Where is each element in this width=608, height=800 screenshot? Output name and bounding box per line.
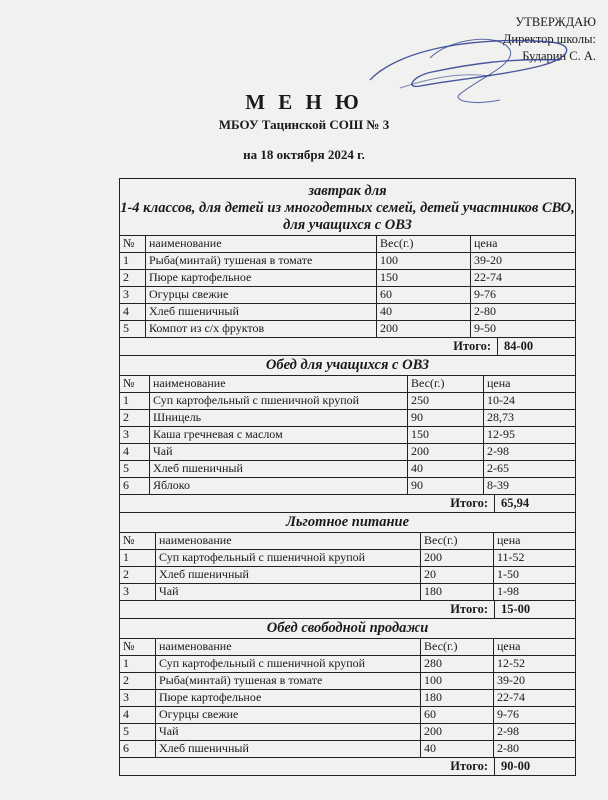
col-name-cell: Рыба(минтай) тушеная в томате (146, 253, 377, 269)
col-number-header: № (120, 533, 156, 549)
section-title: завтрак для 1-4 классов, для детей из многодетных семей, детей участников СВО, для учащихся с ОВЗ (120, 179, 575, 236)
col-name-cell: Хлеб пшеничный (150, 461, 408, 477)
col-price-cell: 1-50 (497, 567, 519, 581)
col-name-header: наименование (156, 639, 421, 655)
col-number-cell: 4 (120, 304, 146, 320)
col-price-cell: 22-74 (474, 270, 502, 284)
menu-date: на 18 октября 2024 г. (243, 147, 365, 162)
col-price-cell: 9-76 (497, 707, 519, 721)
col-name-cell: Каша гречневая с маслом (150, 427, 408, 443)
col-name-header: наименование (146, 236, 377, 252)
col-weight-header: Вес(г.) (408, 376, 484, 392)
table-row (120, 410, 575, 427)
col-name-header: наименование (156, 533, 421, 549)
total-value: 15-00 (494, 601, 575, 618)
table-row (120, 427, 575, 444)
col-price-cell: 8-39 (487, 478, 509, 492)
col-number-cell: 3 (120, 584, 156, 600)
table-row (120, 656, 575, 673)
table-row (120, 673, 575, 690)
col-price-cell: 2-65 (487, 461, 509, 475)
col-price-header: цена (487, 376, 511, 390)
col-number-cell: 1 (120, 393, 150, 409)
col-number-cell: 3 (120, 690, 156, 706)
table-row (120, 741, 575, 758)
col-weight-cell: 60 (421, 707, 494, 723)
total-label: Итого: (450, 602, 488, 616)
col-name-cell: Суп картофельный с пшеничной крупой (156, 550, 421, 566)
col-price-cell: 9-50 (474, 321, 496, 335)
col-number-cell: 5 (120, 461, 150, 477)
col-name-cell: Пюре картофельное (146, 270, 377, 286)
col-price-cell: 28,73 (487, 410, 514, 424)
col-price-header: цена (497, 533, 521, 547)
total-row (120, 338, 575, 356)
total-row (120, 601, 575, 619)
col-name-cell: Хлеб пшеничный (156, 741, 421, 757)
col-name-cell: Хлеб пшеничный (156, 567, 421, 583)
col-name-cell: Шницель (150, 410, 408, 426)
col-weight-cell: 280 (421, 656, 494, 672)
col-number-cell: 2 (120, 270, 146, 286)
col-weight-header: Вес(г.) (377, 236, 471, 252)
col-weight-cell: 180 (421, 584, 494, 600)
section-title: Льготное питание (120, 513, 575, 533)
total-value: 84-00 (497, 338, 575, 355)
section-title: Обед для учащихся с ОВЗ (120, 356, 575, 376)
col-name-cell: Суп картофельный с пшеничной крупой (150, 393, 408, 409)
col-name-cell: Чай (156, 584, 421, 600)
col-number-cell: 1 (120, 550, 156, 566)
col-name-cell: Компот из с/х фруктов (146, 321, 377, 337)
col-price-cell: 12-95 (487, 427, 515, 441)
col-price-cell: 39-20 (497, 673, 525, 687)
approval-name: Бударин С. А. (522, 49, 596, 63)
table-row (120, 444, 575, 461)
col-price-cell: 1-98 (497, 584, 519, 598)
col-name-cell: Огурцы свежие (156, 707, 421, 723)
table-row (120, 584, 575, 601)
table-header-row (120, 376, 575, 393)
col-name-header: наименование (150, 376, 408, 392)
table-header-row (120, 639, 575, 656)
col-weight-cell: 40 (421, 741, 494, 757)
col-number-cell: 3 (120, 427, 150, 443)
col-price-cell: 39-20 (474, 253, 502, 267)
col-weight-cell: 90 (408, 478, 484, 494)
col-name-cell: Суп картофельный с пшеничной крупой (156, 656, 421, 672)
col-weight-cell: 200 (408, 444, 484, 460)
col-name-cell: Хлеб пшеничный (146, 304, 377, 320)
col-price-cell: 2-80 (497, 741, 519, 755)
approval-position: Директор школы: (502, 32, 596, 46)
col-number-cell: 2 (120, 673, 156, 689)
table-header-row (120, 533, 575, 550)
col-price-header: цена (474, 236, 498, 250)
col-price-cell: 2-98 (497, 724, 519, 738)
table-row (120, 393, 575, 410)
table-row (120, 321, 575, 338)
col-weight-cell: 200 (421, 724, 494, 740)
menu-table (119, 178, 576, 776)
col-weight-cell: 100 (421, 673, 494, 689)
col-weight-cell: 60 (377, 287, 471, 303)
col-price-cell: 22-74 (497, 690, 525, 704)
col-number-cell: 1 (120, 656, 156, 672)
table-row (120, 724, 575, 741)
col-number-header: № (120, 376, 150, 392)
document-title: М Е Н Ю (245, 90, 363, 114)
col-number-cell: 6 (120, 741, 156, 757)
table-row (120, 287, 575, 304)
col-price-cell: 9-76 (474, 287, 496, 301)
total-value: 90-00 (494, 758, 575, 775)
total-row (120, 758, 575, 775)
table-row (120, 567, 575, 584)
total-label: Итого: (450, 496, 488, 510)
col-weight-cell: 150 (408, 427, 484, 443)
col-weight-cell: 40 (408, 461, 484, 477)
col-price-header: цена (497, 639, 521, 653)
col-weight-cell: 250 (408, 393, 484, 409)
col-weight-header: Вес(г.) (421, 533, 494, 549)
col-name-cell: Чай (150, 444, 408, 460)
col-weight-cell: 150 (377, 270, 471, 286)
table-row (120, 461, 575, 478)
table-row (120, 270, 575, 287)
col-number-cell: 6 (120, 478, 150, 494)
total-label: Итого: (453, 339, 491, 353)
col-weight-cell: 40 (377, 304, 471, 320)
col-number-cell: 4 (120, 444, 150, 460)
table-row (120, 707, 575, 724)
col-weight-header: Вес(г.) (421, 639, 494, 655)
total-label: Итого: (450, 759, 488, 773)
table-row (120, 550, 575, 567)
document-title-block (0, 90, 608, 163)
total-value: 65,94 (494, 495, 575, 512)
col-weight-cell: 100 (377, 253, 471, 269)
col-name-cell: Чай (156, 724, 421, 740)
col-price-cell: 10-24 (487, 393, 515, 407)
col-number-cell: 2 (120, 567, 156, 583)
col-weight-cell: 180 (421, 690, 494, 706)
col-weight-cell: 20 (421, 567, 494, 583)
col-price-cell: 12-52 (497, 656, 525, 670)
col-number-cell: 4 (120, 707, 156, 723)
col-number-cell: 1 (120, 253, 146, 269)
table-header-row (120, 236, 575, 253)
col-price-cell: 11-52 (497, 550, 525, 564)
col-number-cell: 5 (120, 321, 146, 337)
col-name-cell: Яблоко (150, 478, 408, 494)
col-number-header: № (120, 236, 146, 252)
col-name-cell: Огурцы свежие (146, 287, 377, 303)
col-price-cell: 2-98 (487, 444, 509, 458)
table-row (120, 478, 575, 495)
col-number-cell: 5 (120, 724, 156, 740)
table-row (120, 304, 575, 321)
col-weight-cell: 200 (377, 321, 471, 337)
section-title: Обед свободной продажи (120, 619, 575, 639)
col-weight-cell: 90 (408, 410, 484, 426)
table-row (120, 690, 575, 707)
col-number-cell: 2 (120, 410, 150, 426)
total-row (120, 495, 575, 513)
approval-heading: УТВЕРЖДАЮ (515, 15, 596, 29)
table-row (120, 253, 575, 270)
school-name: МБОУ Тацинской СОШ № 3 (218, 117, 390, 132)
col-weight-cell: 200 (421, 550, 494, 566)
col-name-cell: Рыба(минтай) тушеная в томате (156, 673, 421, 689)
col-number-header: № (120, 639, 156, 655)
col-name-cell: Пюре картофельное (156, 690, 421, 706)
col-number-cell: 3 (120, 287, 146, 303)
col-price-cell: 2-80 (474, 304, 496, 318)
